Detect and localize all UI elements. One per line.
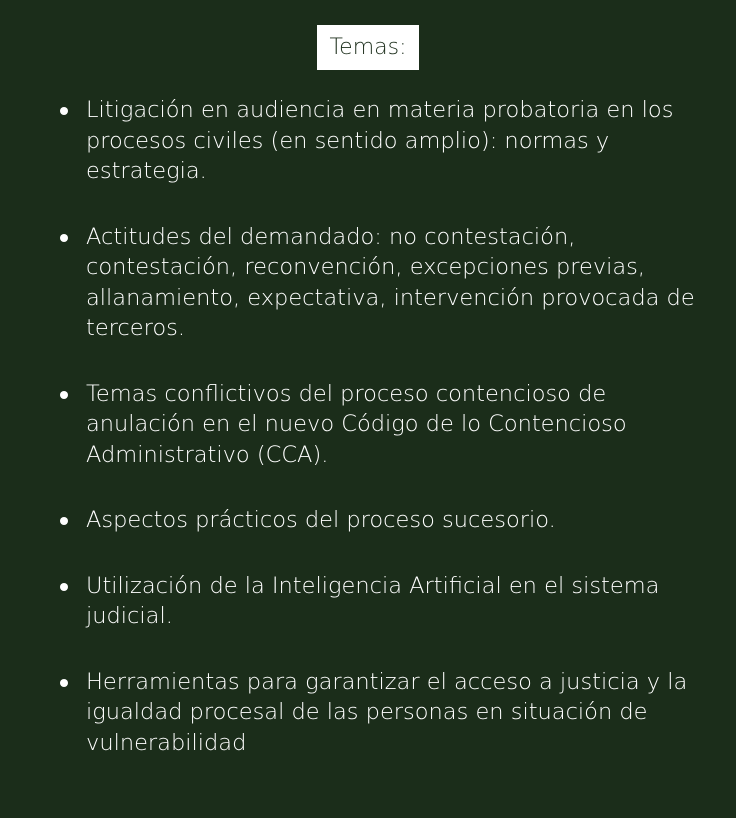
bullet-icon bbox=[60, 583, 68, 591]
bullet-icon bbox=[60, 517, 68, 525]
list-item bbox=[60, 667, 710, 759]
list-item bbox=[60, 571, 710, 632]
bullet-icon bbox=[60, 234, 68, 242]
bullet-icon bbox=[60, 107, 68, 115]
topic-text: Temas conflictivos del proceso contencioso de anulación en el nuevo Código de lo Contencioso Administrativo (CCA). bbox=[86, 380, 627, 468]
title-container bbox=[0, 25, 736, 70]
topic-text: Aspectos prácticos del proceso sucesorio. bbox=[86, 507, 556, 533]
topic-text: Herramientas para garantizar el acceso a justicia y la igualdad procesal de las personas en situación de vulnerabilidad bbox=[86, 668, 688, 756]
list-item bbox=[60, 222, 710, 344]
list-item bbox=[60, 95, 710, 187]
list-item bbox=[60, 505, 710, 536]
topics-list bbox=[60, 95, 710, 793]
list-item bbox=[60, 379, 710, 471]
topic-text: Litigación en audiencia en materia probatoria en los procesos civiles (en sentido amplio): normas y estrategia. bbox=[86, 97, 674, 184]
bullet-icon bbox=[60, 679, 68, 687]
bullet-icon bbox=[60, 391, 68, 399]
topic-text: Utilización de la Inteligencia Artificial en el sistema judicial. bbox=[86, 572, 660, 629]
topic-text: Actitudes del demandado: no contestación, contestación, reconvención, excepciones previas, allanamiento, expectativa, intervención provocada de terceros. bbox=[86, 223, 695, 341]
page-title: Temas: bbox=[317, 25, 418, 70]
